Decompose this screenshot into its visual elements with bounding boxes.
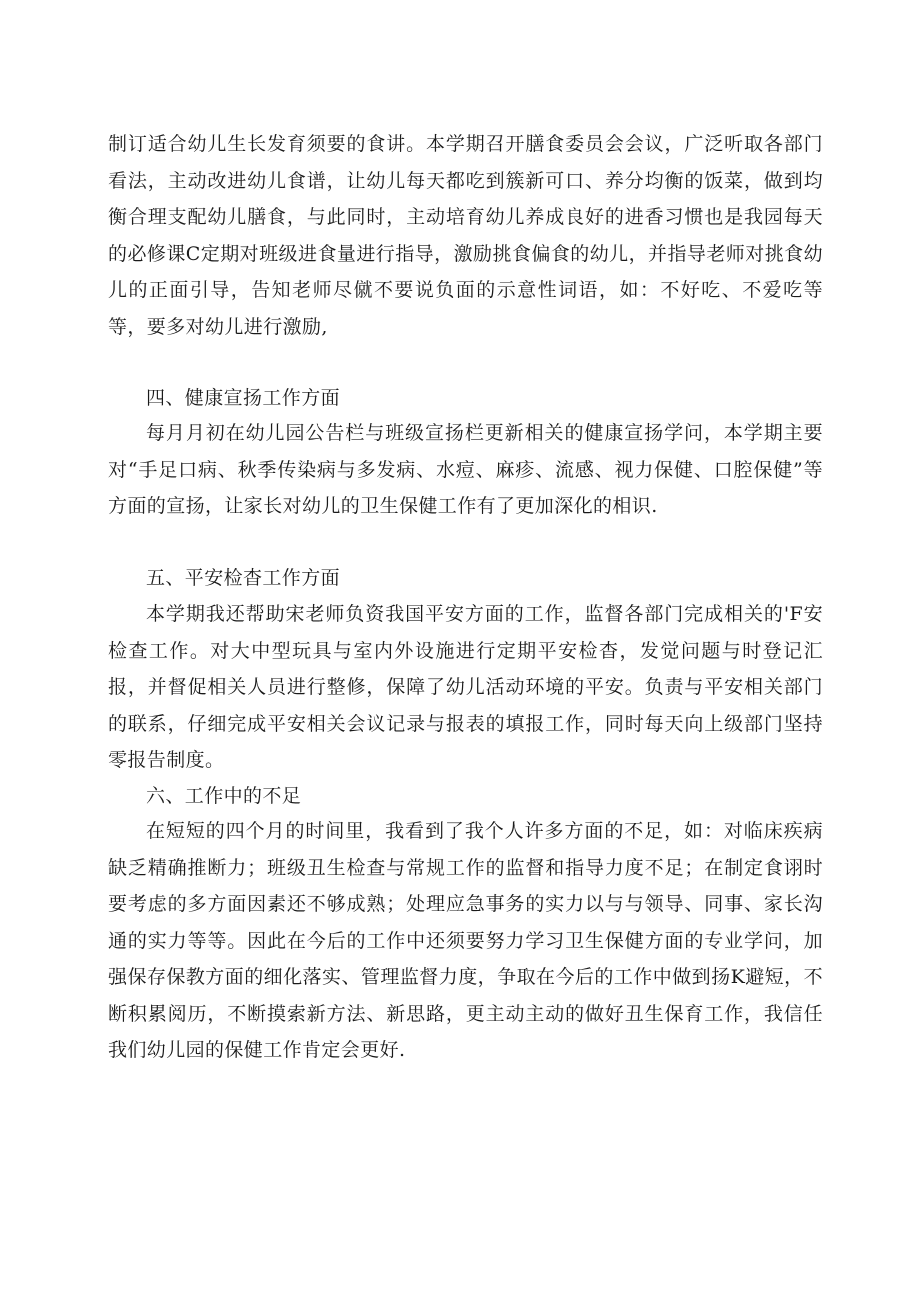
heading-safety-inspection: 五、平安检杳工作方面 — [146, 567, 341, 589]
heading-shortcomings: 六、工作中的不足 — [146, 785, 302, 807]
heading-health-publicity: 四、健康宣扬工作方面 — [146, 387, 341, 409]
paragraph-diet: 制订适合幼儿生长发育须要的食讲。本学期召开膳食委员会会议，广泛听取各部门看法，主动改进幼儿食谱，让幼儿每天都吃到簇新可口、养分均衡的饭菜，做到均衡合理支配幼儿膳食，与此同时，主动培育幼儿养成良好的进香习惯也是我园每天的必修课C定期对班级进食量进行指导，激励挑食偏食的幼儿，并指导老师对挑食幼儿的正面引导，告知老师尽僦不要说负面的示意性词语，如：不好吃、不爱吃等等，要多对幼儿进行激励, — [108, 133, 823, 338]
paragraph-health-publicity: 每月月初在幼儿园公告栏与班级宣扬栏更新相关的健康宣扬学问，本学期主要对“手足口病、秋季传染病与多发病、水痘、麻疹、流感、视力保健、口腔保健”等方面的宣扬，让家长对幼儿的卫生保健工作有了更加深化的相识. — [108, 422, 823, 517]
paragraph-shortcomings: 在短短的四个月的时间里，我看到了我个人许多方面的不足，如：对临床疾病缺乏精确推断力；班级丑生检查与常规工作的监督和指导力度不足；在制定食诩时要考虑的多方面因素还不够成熟；处理应急事务的实力以与与领导、同事、家长沟通的实力等等。因此在今后的工作中还须要努力学习卫生保健方面的专业学问，加强保存保教方面的细化落实、管理监督力度，争取在今后的工作中做到扬K避短，不断积累阅历，不断摸索新方法、新思路，更主动主动的做好丑生保育工作，我信任我们幼儿园的保健工作肯定会更好. — [108, 820, 823, 1061]
paragraph-safety-inspection: 本学期我还帮助宋老师负资我国平安方面的工作，监督各部门完成相关的'F安检查工作。对大中型玩具与室内外设施进行定期平安检杳，发觉问题与时登记汇报，并督促相关人员进行整修，保障了幼儿活动环境的平安。负责与平安相关部门的联系，仔细完成平安相关会议记录与报表的填报工作，同时每天向上级部门坚持零报告制度。 — [108, 603, 823, 771]
